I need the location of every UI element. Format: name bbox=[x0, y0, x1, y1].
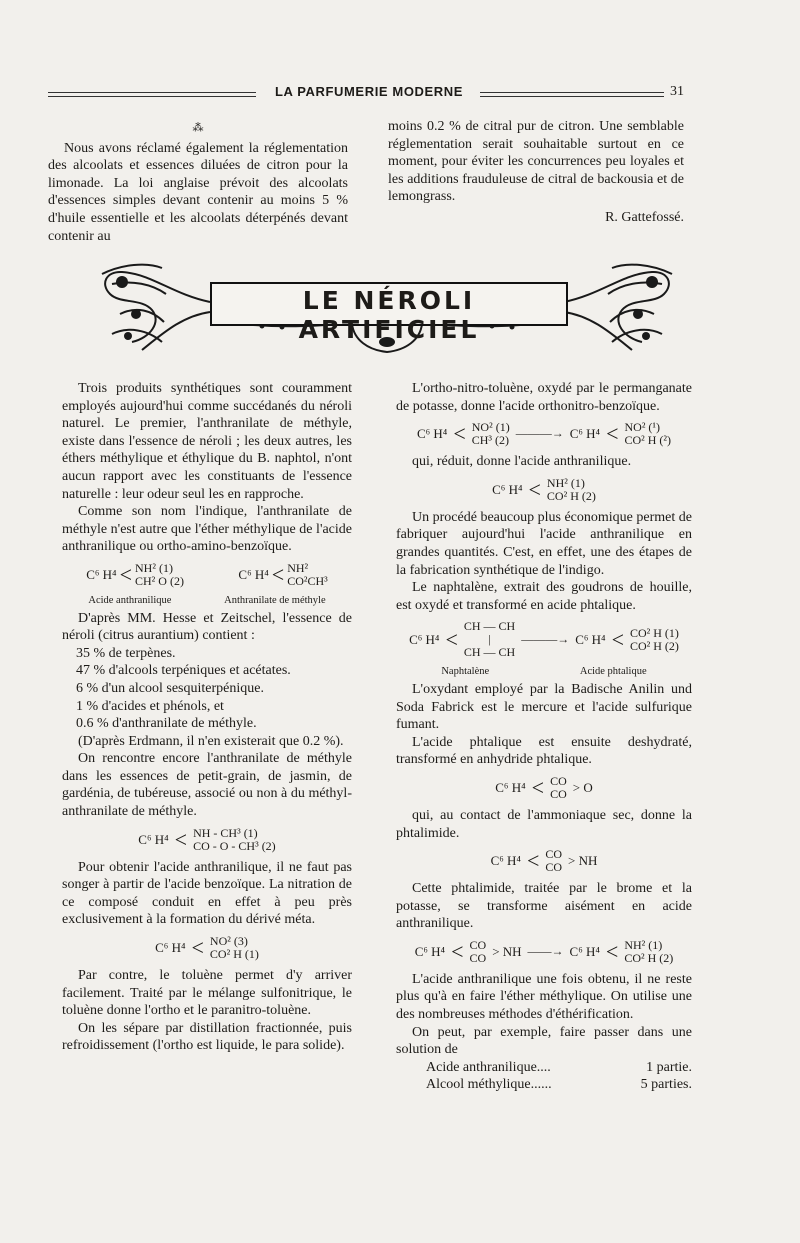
formula-top: NO² (3) bbox=[209, 934, 248, 949]
reaction-arrow: ——→ bbox=[527, 944, 564, 959]
branch-symbol: < bbox=[191, 935, 204, 961]
asterism-ornament: ⁂ bbox=[192, 122, 204, 134]
formula-nitrotoluene-oxidation bbox=[396, 421, 692, 447]
list-item: 1 % d'acides et phénols, et bbox=[76, 698, 224, 714]
paragraph: Nous avons réclamé également la réglementation des alcoolats et essences diluées de citron pour la limonade. La loi anglaise prévoit des alcoolats d'essences simples devant contenir au moins 5 % d'huile essentielle et les alcoolats déterpénés devant contenir au bbox=[48, 140, 348, 244]
formula-bottom: CO bbox=[545, 860, 563, 875]
formula-top: CO² H (1) bbox=[630, 625, 679, 640]
header-rule-right bbox=[480, 92, 664, 97]
author-signature: R. Gattefossé. bbox=[605, 209, 684, 225]
formula-bottom: CH² O (2) bbox=[135, 573, 184, 588]
formula-methyl-methylanthranilate bbox=[62, 827, 352, 853]
caption: Anthranilate de méthyle bbox=[224, 594, 326, 606]
formula-top: CO bbox=[545, 847, 563, 862]
formula-base: C⁶ H⁴ bbox=[86, 567, 117, 583]
formula-base: C⁶ H⁴ bbox=[409, 632, 440, 648]
formula-meta-derivative bbox=[62, 935, 352, 961]
formula-base: C⁶ H⁴ bbox=[569, 944, 600, 960]
formula-phthalimide bbox=[396, 848, 692, 874]
formula-base: C⁶ H⁴ bbox=[495, 780, 526, 796]
formula-base: C⁶ H⁴ bbox=[138, 831, 169, 847]
article-title-banner bbox=[92, 254, 682, 360]
list-item: 35 % de terpènes. bbox=[76, 645, 176, 661]
formula-top: CO bbox=[469, 937, 487, 952]
formula-base: C⁶ H⁴ bbox=[238, 567, 269, 583]
page-number: 31 bbox=[670, 84, 684, 99]
branch-symbol: < bbox=[271, 561, 285, 587]
running-header bbox=[48, 84, 688, 104]
paragraph: L'acide phtalique est ensuite deshydraté, transformé en anhydride phtalique. bbox=[396, 734, 692, 768]
formula-naphthalene-oxidation bbox=[396, 620, 692, 659]
reaction-arrow: ———→ bbox=[521, 632, 570, 647]
formula-base: C⁶ H⁴ bbox=[569, 426, 601, 442]
paragraph: Trois produits synthétiques sont couramment employés aujourd'hui comme succédanés du néroli naturel. Le premier, l'anthranilate de méthyle, existe dans l'essence de néroli ; les deux autres, les éthers méthylique et éthylique du B. naphtol, n'ont aucun rapport avec les constituants de l'essence naturelle : leur odeur seul les en rapproche. bbox=[62, 381, 352, 502]
list-item: 47 % d'alcools terpéniques et acétates. bbox=[76, 663, 291, 679]
formula-bottom: CO bbox=[469, 950, 487, 965]
article-title: LE NÉROLI ARTIFICIEL bbox=[298, 286, 480, 344]
caption: Acide anthranilique bbox=[88, 594, 172, 606]
formula-bottom: CO - O - CH³ (2) bbox=[193, 838, 276, 853]
paragraph: On peut, par exemple, faire passer dans une solution de bbox=[396, 1024, 692, 1058]
formula-right: > NH bbox=[568, 853, 598, 869]
paragraph: Par contre, le toluène permet d'y arriver facilement. Traité par le mélange sulfonitrique, le toluène donne l'ortho et le paranitro-toluène. bbox=[62, 968, 352, 1019]
formula-phthalic-anhydride bbox=[396, 775, 692, 801]
formula-top: NH² bbox=[287, 560, 309, 575]
paragraph: (D'après Erdmann, il n'en existerait que 0.2 %). bbox=[78, 733, 344, 749]
caption: Acide phtalique bbox=[579, 666, 647, 678]
recipe-quantity: 1 partie. bbox=[646, 1059, 692, 1075]
formula-anthranilic-acid bbox=[86, 562, 184, 588]
article-right-column bbox=[396, 380, 692, 1094]
formula-base: C⁶ H⁴ bbox=[416, 426, 448, 442]
recipe-line bbox=[396, 1076, 692, 1094]
paragraph: On rencontre encore l'anthranilate de méthyle dans les essences de petit-grain, de jasmin, de gardénia, de tubéreuse, associé ou non à du méthyl-anthranilate de méthyle. bbox=[62, 751, 352, 820]
paragraph: Pour obtenir l'acide anthranilique, il ne faut pas songer à partir de l'acide benzoïque. La nitration de ce composé conduit en effet à peu près exclusivement à la formation du dérivé méta. bbox=[62, 859, 352, 928]
naphthalene-ring bbox=[464, 620, 515, 659]
reaction-arrow: ———→ bbox=[515, 426, 564, 441]
formula-base: C⁶ H⁴ bbox=[155, 940, 186, 956]
formula-top: NH² (1) bbox=[135, 560, 173, 575]
branch-symbol: < bbox=[611, 626, 624, 652]
list-item: 0.6 % d'anthranilate de méthyle. bbox=[76, 716, 257, 732]
formula-phthalimide-to-anthranilic bbox=[396, 939, 692, 965]
recipe-line bbox=[396, 1059, 692, 1077]
caption: Naphtalène bbox=[441, 666, 490, 678]
journal-title: LA PARFUMERIE MODERNE bbox=[274, 84, 464, 99]
formula-right: > O bbox=[572, 780, 593, 796]
formula-top: NH - CH³ (1) bbox=[193, 825, 258, 840]
paragraph: L'acide anthranilique une fois obtenu, il ne reste plus qu'à en faire l'éther méthylique. On utilise une des nombreuses méthodes d'éthérification. bbox=[396, 971, 692, 1023]
top-left-column bbox=[48, 120, 348, 245]
branch-symbol: < bbox=[174, 826, 188, 852]
branch-symbol: < bbox=[453, 421, 466, 447]
paragraph: Comme son nom l'indique, l'anthranilate de méthyle n'est autre que l'éther méthylique de l'acide anthranilique ou ortho-amino-benzoïque. bbox=[62, 504, 352, 555]
formula-top: NH² (1) bbox=[546, 475, 585, 490]
paragraph: Un procédé beaucoup plus économique permet de fabriquer aujourd'hui l'acide anthranilique en grandes quantités. C'est, en effet, une des étapes de la fabrication synthétique de l'indigo. bbox=[396, 509, 692, 578]
formula-captions bbox=[62, 592, 352, 610]
formula-bottom: CO² H (²) bbox=[624, 433, 672, 448]
branch-symbol: < bbox=[119, 561, 133, 587]
formula-base: C⁶ H⁴ bbox=[490, 853, 521, 869]
formula-bottom: CO² H (2) bbox=[624, 950, 674, 965]
composition-list bbox=[62, 645, 352, 733]
formula-right: > NH bbox=[492, 944, 522, 960]
recipe-quantity: 5 parties. bbox=[640, 1077, 692, 1093]
branch-symbol: < bbox=[526, 848, 540, 874]
paragraph: L'oxydant employé par la Badische Anilin und Soda Fabrick est le mercure et l'acide sulfurique fumant. bbox=[396, 681, 692, 733]
formula-captions bbox=[396, 663, 692, 681]
formula-bottom: CO² H (1) bbox=[209, 947, 259, 962]
ring-bottom: CH — CH bbox=[463, 645, 516, 660]
formula-bottom: CO² H (2) bbox=[630, 638, 679, 653]
paragraph: qui, au contact de l'ammoniaque sec, donne la phtalimide. bbox=[396, 807, 692, 841]
formula-top: NH² (1) bbox=[624, 937, 663, 952]
paragraph: Cette phtalimide, traitée par le brome et la potasse, se transforme aisément en acide anthranilique. bbox=[396, 881, 692, 932]
formula-base: C⁶ H⁴ bbox=[492, 481, 523, 497]
formula-bottom: CO bbox=[550, 786, 567, 801]
recipe-ingredient: Acide anthranilique.... bbox=[426, 1059, 551, 1075]
formula-top: NO² (¹) bbox=[624, 420, 661, 435]
paragraph: D'après MM. Hesse et Zeitschel, l'essence de néroli (citrus aurantium) contient : bbox=[62, 610, 352, 644]
formula-anthranilic-pair bbox=[62, 562, 352, 588]
formula-top: CO bbox=[550, 773, 567, 788]
paragraph: L'ortho-nitro-toluène, oxydé par le permanganate de potasse, donne l'acide orthonitro-benzoïque. bbox=[396, 381, 692, 414]
branch-symbol: < bbox=[605, 938, 619, 964]
list-item: 6 % d'un alcool sesquiterpénique. bbox=[76, 680, 264, 696]
ring-mid: | bbox=[488, 632, 491, 647]
formula-bottom: CO² H (2) bbox=[546, 488, 596, 503]
recipe-ingredient: Alcool méthylique...... bbox=[426, 1077, 552, 1093]
formula-bottom: CO²CH³ bbox=[287, 573, 328, 588]
formula-anthranilic-acid bbox=[396, 477, 692, 503]
paragraph: On les sépare par distillation fractionnée, puis refroidissement (l'ortho est liquide, le para solide). bbox=[62, 1020, 352, 1054]
branch-symbol: < bbox=[451, 938, 464, 964]
formula-base: C⁶ H⁴ bbox=[414, 944, 446, 960]
header-rule-left bbox=[48, 92, 256, 97]
branch-symbol: < bbox=[528, 476, 541, 502]
branch-symbol: < bbox=[531, 774, 545, 800]
paragraph: Le naphtalène, extrait des goudrons de houille, est oxydé et transformé en acide phtalique. bbox=[396, 580, 692, 613]
article-left-column bbox=[62, 380, 352, 1055]
formula-bottom: CH³ (2) bbox=[471, 433, 510, 448]
top-right-column bbox=[388, 118, 684, 227]
paragraph: qui, réduit, donne l'acide anthranilique. bbox=[412, 454, 632, 470]
paragraph: moins 0.2 % de citral pur de citron. Une semblable réglementation serait souhaitable surtout en ce moment, pour éviter les concurrences peu loyales et les additions frauduleuse de citral de backousia et de lemongrass. bbox=[388, 119, 684, 205]
branch-symbol: < bbox=[606, 421, 619, 447]
formula-base: C⁶ H⁴ bbox=[575, 632, 606, 648]
formula-methyl-anthranilate bbox=[238, 562, 327, 588]
branch-symbol: < bbox=[445, 626, 458, 652]
formula-top: NO² (1) bbox=[471, 420, 510, 435]
ring-top: CH — CH bbox=[463, 619, 516, 634]
